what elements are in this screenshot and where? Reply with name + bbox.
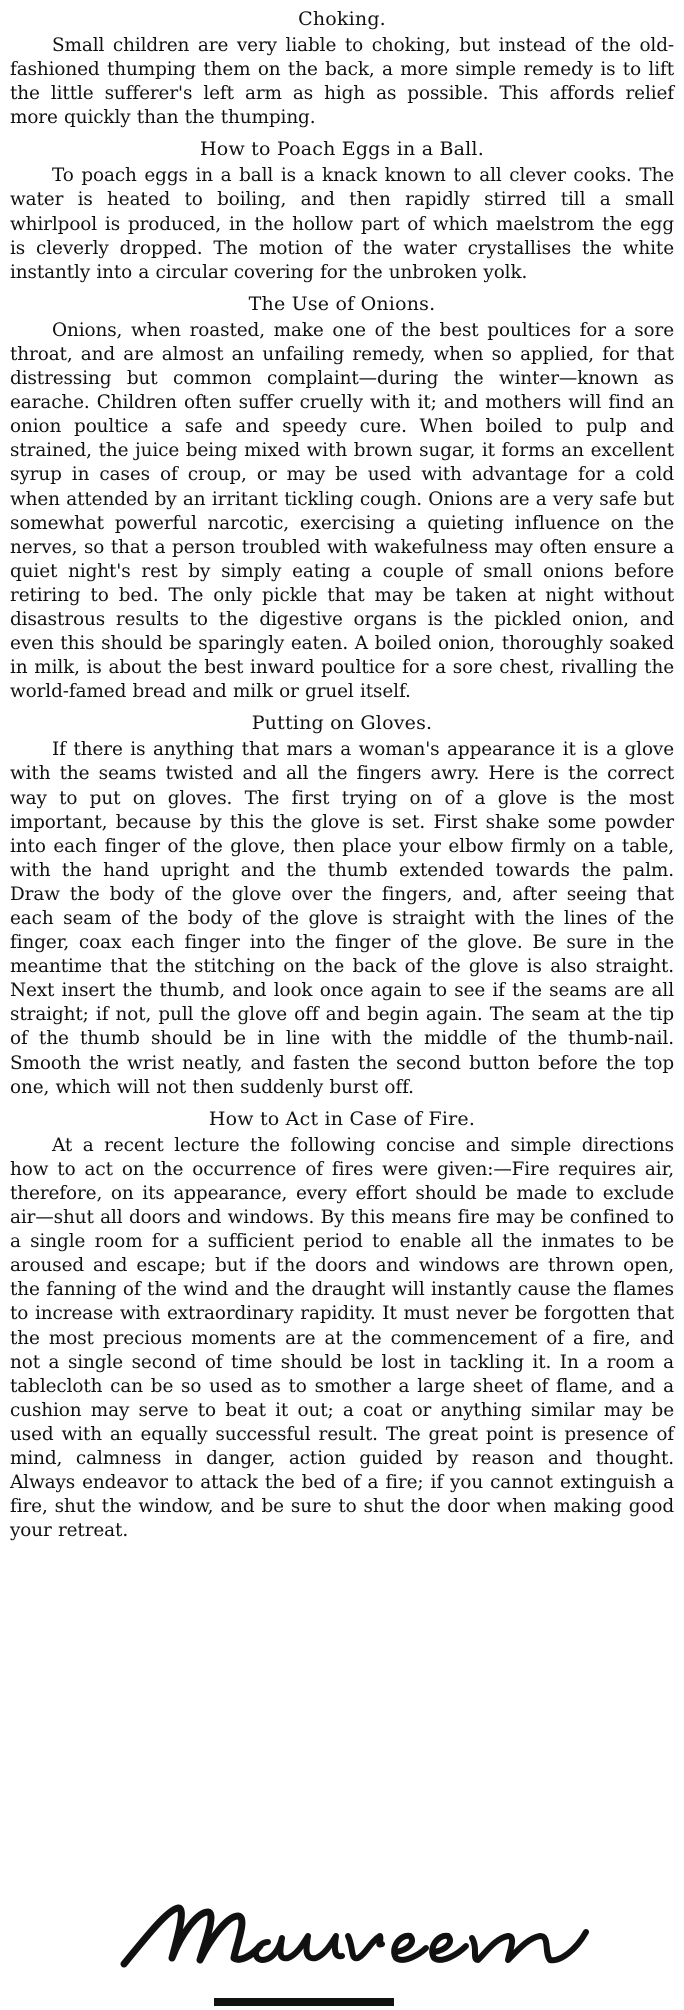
section-choking <box>10 6 674 130</box>
section-heading: Putting on Gloves. <box>251 712 433 735</box>
section-body: To poach eggs in a ball is a knack known to all clever cooks. The water is heated to boiling, and then rapidly stirred till a small whirlpool is produced, in the hollow part of which maelstrom the egg is cleverly dropped. The motion of the water crystallises the white instantly into a circular covering for the unbroken yolk. <box>10 165 674 283</box>
bottom-divider-rule <box>214 1998 394 2006</box>
signature-script-icon <box>120 1902 590 1980</box>
section-body: Small children are very liable to choking, but instead of the old-fashioned thumping them on the back, a more simple remedy is to lift the little sufferer's left arm as high as possible. This affords relief more quickly than the thumping. <box>10 35 674 129</box>
section-heading: Choking. <box>298 8 386 30</box>
section-heading: The Use of Onions. <box>248 292 436 315</box>
section-gloves <box>10 710 674 1099</box>
section-poach-eggs <box>10 136 674 284</box>
signature-maureen <box>120 1902 590 1980</box>
section-body: Onions, when roasted, make one of the best poultices for a sore throat, and are almost an unfailing remedy, when so applied, for that distressing but common complaint—during the winter—known as earache. Children often suffer cruelly with it; and mothers will find an onion poultice a safe and speedy cure. When boiled to pulp and strained, the juice being mixed with brown sugar, it forms an excellent syrup in cases of croup, or may be used with advantage for a cold when attended by an irritant tickling cough. Onions are a very safe but somewhat powerful narcotic, exercising a quieting influence on the nerves, so that a person troubled with wakefulness may often ensure a quiet night's rest by simply eating a couple of small onions before retiring to bed. The only pickle that may be taken at night without disastrous results to the digestive organs is the pickled onion, and even this should be sparingly eaten. A boiled onion, thoroughly soaked in milk, is about the best inward poultice for a sore chest, rivalling the world-famed bread and milk or gruel itself. <box>10 319 674 703</box>
section-onions <box>10 291 674 705</box>
section-body: At a recent lecture the following concise and simple directions how to act on the occurrence of fires were given:—Fire requires air, therefore, on its appearance, every effort should be made to exclude air—shut all doors and windows. By this means fire may be confined to a single room for a sufficient period to enable all the inmates to be aroused and escape; but if the doors and windows are thrown open, the fanning of the wind and the draught will instantly cause the flames to increase with extraordinary rapidity. It must never be forgotten that the most precious moments are at the commencement of a fire, and not a single second of time should be lost in tackling it. In a room a tablecloth can be so used as to smother a large sheet of flame, and a cushion may serve to beat it out; a coat or anything similar may be used with an equally successful result. The great point is presence of mind, calmness in danger, action guided by reason and thought. Always endeavor to attack the bed of a fire; if you cannot extinguish a fire, shut the window, and be sure to shut the door when making good your retreat. <box>10 1134 674 1542</box>
section-fire <box>10 1106 674 1544</box>
section-body: If there is anything that mars a woman's appearance it is a glove with the seams twisted and all the fingers awry. Here is the correct way to put on gloves. The first trying on of a glove is the most important, because by this the glove is set. First shake some powder into each finger of the glove, then place your elbow firmly on a table, with the hand upright and the thumb extended towards the palm. Draw the body of the glove over the fingers, and, after seeing that each seam of the body of the glove is straight with the lines of the finger, coax each finger into the finger of the glove. Be sure in the meantime that the stitching on the back of the glove is also straight. Next insert the thumb, and look once again to see if the seams are all straight; if not, pull the glove off and begin again. The seam at the tip of the thumb should be in line with the middle of the thumb-nail. Smooth the wrist neatly, and fasten the second button before the top one, which will not then suddenly burst off. <box>10 739 674 1098</box>
section-heading: How to Poach Eggs in a Ball. <box>200 138 484 161</box>
section-heading: How to Act in Case of Fire. <box>208 1107 476 1130</box>
